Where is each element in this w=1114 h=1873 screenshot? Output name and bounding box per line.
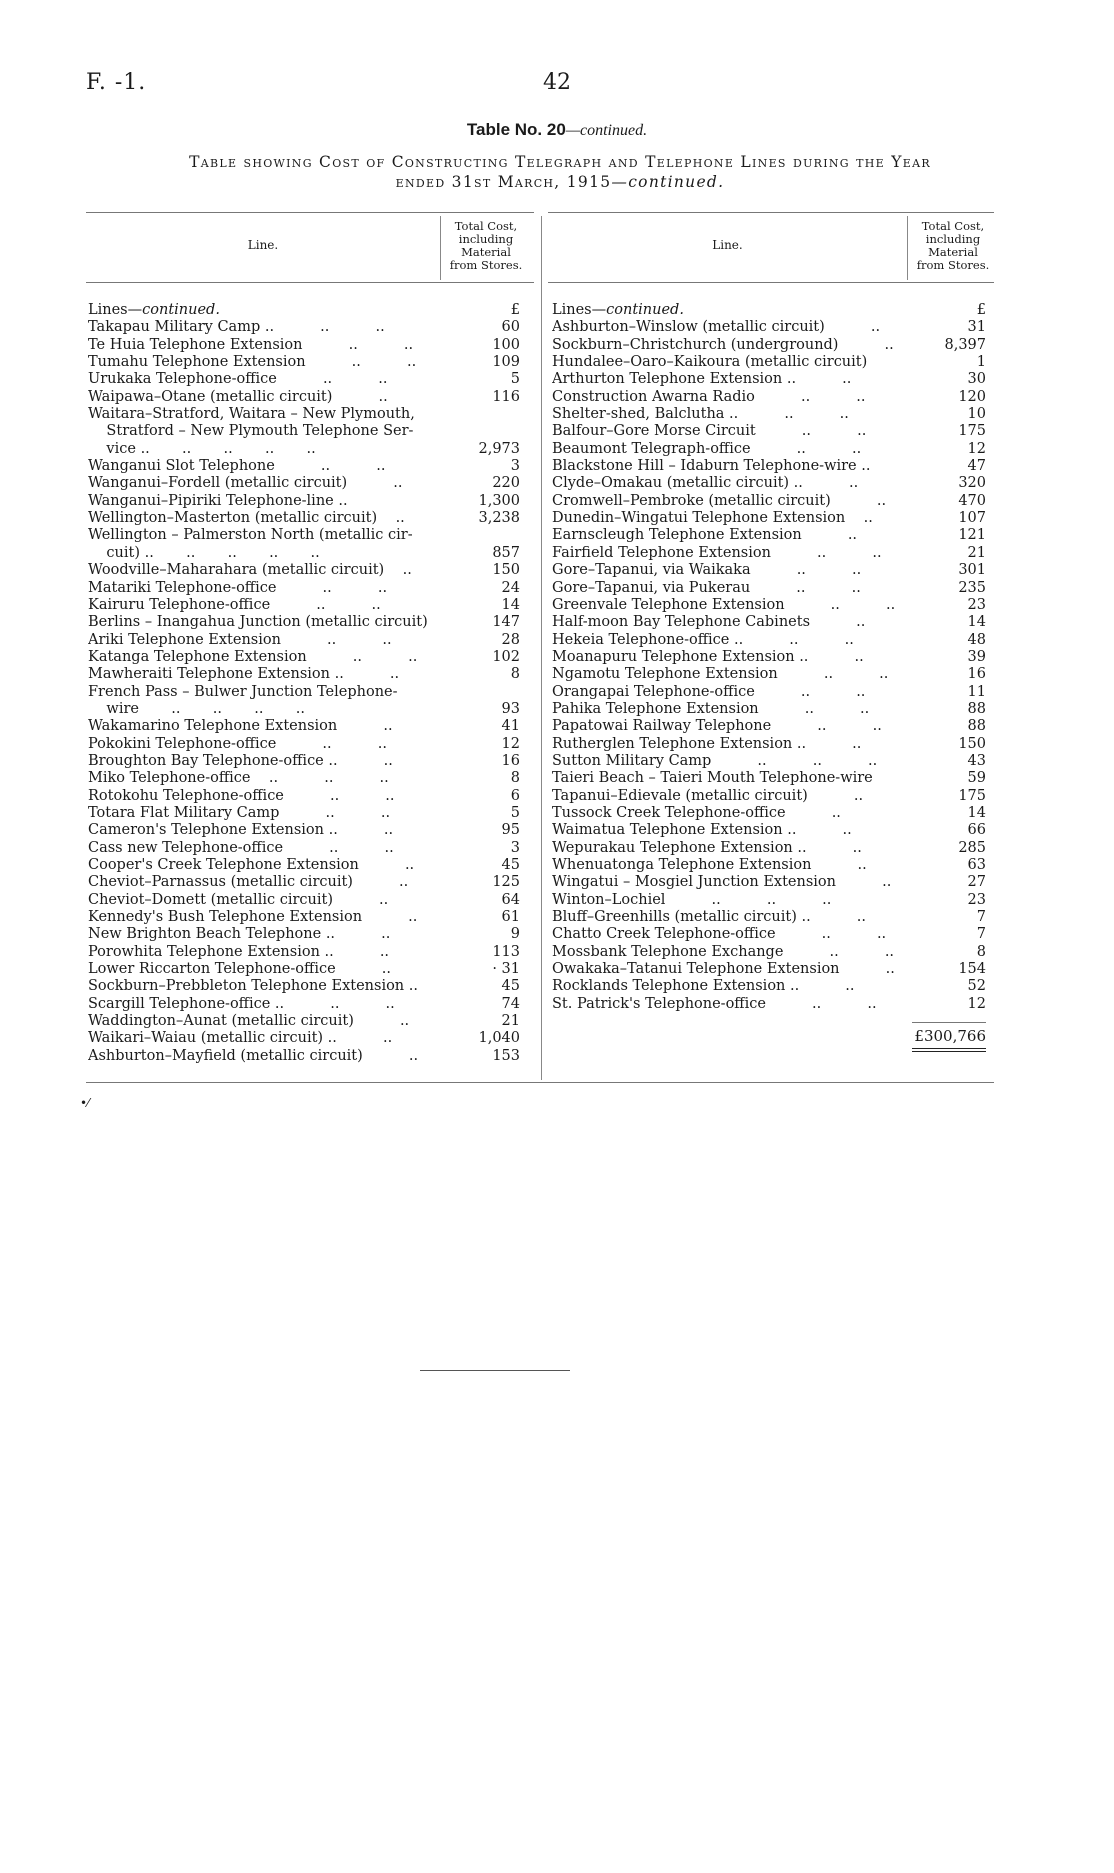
table-row: [88, 614, 520, 631]
table-row: [88, 840, 520, 857]
unit-symbol: £: [510, 302, 520, 318]
table-row: [552, 527, 986, 544]
line-cost: [460, 527, 520, 544]
line-cost: 116: [492, 388, 520, 405]
table-row: [88, 926, 520, 943]
line-name: Ashburton–Mayfield (metallic circuit) ..: [88, 1047, 419, 1064]
left-cost-header: [440, 220, 532, 272]
line-name: vice .. .. .. .. ..: [88, 440, 316, 457]
line-cost: 857: [492, 544, 520, 561]
line-name: Wellington–Masterton (metallic circuit) ..: [88, 510, 405, 527]
table-row: [552, 493, 986, 510]
line-name: Rotokohu Telephone-office .. ..: [88, 787, 395, 804]
line-name: Kennedy's Bush Telephone Extension ..: [88, 909, 418, 926]
table-row: [552, 978, 986, 995]
left-line-header: Line.: [247, 238, 279, 252]
line-cost: 52: [967, 978, 986, 995]
table-title-line-2-text: ended 31st March, 1915: [395, 173, 612, 191]
table-row: [88, 337, 520, 354]
line-name: Wepurakau Telephone Extension .. ..: [552, 839, 862, 856]
line-name: Wakamarino Telephone Extension ..: [88, 718, 393, 735]
table-row: [88, 788, 520, 805]
cost-header-line-1: Total Cost,: [921, 219, 985, 233]
total-double-rule-1: [912, 1048, 986, 1049]
line-name: Wanganui Slot Telephone .. ..: [88, 458, 386, 475]
line-name: Waitara–Stratford, Waitara – New Plymouth,: [88, 406, 415, 423]
table-title-continued: —continued.: [611, 173, 725, 191]
table-row: [552, 892, 986, 909]
table-row: [88, 319, 520, 336]
line-name: Urukaka Telephone-office .. ..: [88, 371, 388, 388]
line-cost: 8: [976, 943, 986, 960]
table-row: [552, 337, 986, 354]
table-bottom-rule: [86, 1082, 994, 1083]
line-cost: 175: [958, 787, 986, 804]
line-cost: 88: [967, 700, 986, 717]
line-name: wire .. .. .. ..: [88, 700, 305, 717]
table-row: [88, 857, 520, 874]
left-section-heading: [88, 302, 520, 319]
center-divider: [541, 216, 542, 1080]
line-name: St. Patrick's Telephone-office .. ..: [552, 995, 877, 1012]
table-row: [552, 458, 986, 475]
line-name: Balfour–Gore Morse Circuit .. ..: [552, 423, 867, 440]
table-row: [88, 632, 520, 649]
table-row: [88, 666, 520, 683]
line-cost: 107: [958, 510, 986, 527]
line-cost: 95: [501, 822, 520, 839]
table-row: [88, 493, 520, 510]
line-name: Blackstone Hill – Idaburn Telephone-wire ..: [552, 458, 871, 475]
table-row: [88, 753, 520, 770]
table-row: [552, 857, 986, 874]
table-row: [552, 475, 986, 492]
line-name: Gore–Tapanui, via Waikaka .. ..: [552, 562, 862, 579]
line-cost: 64: [501, 891, 520, 908]
table-row: [552, 389, 986, 406]
line-name: Miko Telephone-office .. .. ..: [88, 770, 389, 787]
table-row: [88, 475, 520, 492]
table-row: [88, 736, 520, 753]
left-column: [88, 302, 520, 1065]
line-cost: 5: [510, 804, 520, 821]
cost-header-line-2: including: [458, 232, 514, 246]
table-number-label: Table No. 20: [466, 120, 566, 139]
line-cost: 43: [967, 752, 986, 769]
section-heading: [552, 302, 926, 319]
table-row: [88, 545, 520, 562]
line-name: Winton–Lochiel .. .. ..: [552, 891, 832, 908]
table-row: [88, 961, 520, 978]
page-reference: F. -1.: [86, 70, 147, 95]
total-top-rule: [912, 1022, 986, 1023]
line-cost: 121: [958, 527, 986, 544]
line-cost: 24: [501, 579, 520, 596]
line-name: cuit) .. .. .. .. ..: [88, 544, 320, 561]
line-name: Waimatua Telephone Extension .. ..: [552, 822, 852, 839]
table-row: [552, 354, 986, 371]
line-cost: 109: [492, 354, 520, 371]
line-cost: 45: [501, 978, 520, 995]
line-cost: 8,397: [944, 336, 986, 353]
right-rows: [552, 319, 986, 1013]
line-name: Greenvale Telephone Extension .. ..: [552, 596, 896, 613]
line-name: Wingatui – Mosgiel Junction Extension ..: [552, 874, 892, 891]
line-cost: 63: [967, 857, 986, 873]
line-cost: 320: [958, 475, 986, 492]
line-cost: 21: [967, 544, 986, 561]
line-cost: 3: [510, 458, 520, 475]
right-line-header: Line.: [712, 238, 743, 252]
table-row: [88, 718, 520, 735]
table-row: [552, 545, 986, 562]
line-name: New Brighton Beach Telephone .. ..: [88, 926, 391, 943]
page-number: 42: [543, 70, 571, 95]
line-name: Arthurton Telephone Extension .. ..: [552, 371, 852, 388]
line-cost: 23: [967, 891, 986, 908]
line-cost: 102: [492, 648, 520, 665]
table-row: [88, 874, 520, 891]
line-name: Beaumont Telegraph-office .. ..: [552, 440, 862, 457]
table-row: [552, 926, 986, 943]
table-row: [88, 371, 520, 388]
table-row: [552, 961, 986, 978]
cost-header-line-3: Material: [461, 245, 511, 259]
line-name: Sockburn–Christchurch (underground) ..: [552, 336, 894, 353]
right-section-heading: [552, 302, 986, 319]
section-heading-continued: continued.: [142, 302, 220, 318]
table-row: [88, 597, 520, 614]
line-cost: 175: [958, 423, 986, 440]
line-cost: 93: [501, 700, 520, 717]
line-name: Papatowai Railway Telephone .. ..: [552, 718, 882, 735]
line-cost: [460, 423, 520, 440]
line-name: Moanapuru Telephone Extension .. ..: [552, 648, 864, 665]
right-cost-header: [907, 220, 999, 272]
table-title: [80, 152, 1040, 192]
line-name: Half-moon Bay Telephone Cabinets ..: [552, 614, 866, 631]
line-cost: 113: [492, 943, 520, 960]
table-top-rule-right: [548, 212, 994, 213]
table-row: [552, 371, 986, 388]
table-row: [552, 753, 986, 770]
line-cost: 41: [501, 718, 520, 735]
table-row: [88, 805, 520, 822]
cost-header-line-4: from Stores.: [916, 258, 990, 272]
line-cost: 45: [501, 857, 520, 873]
line-cost: 3,238: [478, 510, 520, 527]
table-row: [552, 788, 986, 805]
table-row: [88, 996, 520, 1013]
line-name: Pahika Telephone Extension .. ..: [552, 700, 870, 717]
line-cost: 150: [492, 562, 520, 579]
section-heading-text: Lines—: [88, 302, 143, 318]
line-name: Rutherglen Telephone Extension .. ..: [552, 735, 862, 752]
table-row: [552, 996, 986, 1013]
line-cost: 88: [967, 718, 986, 735]
table-row: [88, 1030, 520, 1047]
line-name: Waddington–Aunat (metallic circuit) ..: [88, 1013, 410, 1030]
line-name: Te Huia Telephone Extension .. ..: [88, 336, 414, 353]
cost-header-line-2: including: [925, 232, 981, 246]
footer-mark: •⁄: [80, 1096, 90, 1110]
table-row: [552, 805, 986, 822]
line-cost: 60: [501, 319, 520, 336]
line-cost: 61: [501, 909, 520, 926]
line-name: Cromwell–Pembroke (metallic circuit) ..: [552, 492, 887, 509]
line-name: Dunedin–Wingatui Telephone Extension ..: [552, 510, 873, 527]
line-name: Woodville–Maharahara (metallic circuit) ..: [88, 562, 412, 579]
line-name: Clyde–Omakau (metallic circuit) .. ..: [552, 475, 859, 492]
line-cost: 11: [967, 683, 986, 700]
line-cost: 66: [967, 822, 986, 839]
line-name: Porowhita Telephone Extension .. ..: [88, 943, 390, 960]
line-cost: 30: [967, 371, 986, 388]
left-rows: [88, 319, 520, 1065]
line-cost: 220: [492, 475, 520, 492]
table-row: [552, 840, 986, 857]
line-cost: 12: [501, 735, 520, 752]
line-name: Cooper's Creek Telephone Extension ..: [88, 857, 415, 873]
line-name: Sockburn–Prebbleton Telephone Extension ..: [88, 978, 418, 995]
line-name: Ngamotu Telephone Extension .. ..: [552, 666, 889, 683]
table-row: [552, 423, 986, 440]
line-cost: 154: [958, 961, 986, 978]
table-row: [552, 770, 986, 787]
table-row: [88, 649, 520, 666]
table-row: [552, 510, 986, 527]
line-cost: 9: [510, 926, 520, 943]
line-name: Tapanui–Edievale (metallic circuit) ..: [552, 787, 864, 804]
line-name: Wellington – Palmerston North (metallic cir-: [88, 527, 413, 544]
line-name: Orangapai Telephone-office .. ..: [552, 683, 866, 700]
line-cost: 7: [976, 909, 986, 926]
line-cost: 31: [967, 319, 986, 336]
line-cost: 14: [967, 614, 986, 631]
line-name: Totara Flat Military Camp .. ..: [88, 804, 391, 821]
table-row: [88, 978, 520, 995]
line-name: Katanga Telephone Extension .. ..: [88, 648, 418, 665]
cost-header-line-4: from Stores.: [449, 258, 523, 272]
table-row: [88, 423, 520, 440]
table-row: [552, 441, 986, 458]
table-row: [552, 874, 986, 891]
table-row: [88, 562, 520, 579]
table-row: [88, 354, 520, 371]
line-name: Whenuatonga Telephone Extension ..: [552, 857, 867, 873]
right-column: [552, 302, 986, 1013]
line-name: Tussock Creek Telephone-office ..: [552, 804, 841, 821]
table-row: [552, 822, 986, 839]
table-row: [552, 666, 986, 683]
table-row: [552, 632, 986, 649]
line-cost: 1,300: [478, 492, 520, 509]
line-name: Mawheraiti Telephone Extension .. ..: [88, 666, 400, 683]
table-row: [88, 909, 520, 926]
line-cost: 3: [510, 839, 520, 856]
table-number-continued: —continued.: [565, 122, 648, 139]
line-name: Hekeia Telephone-office .. .. ..: [552, 631, 854, 648]
line-cost: 301: [958, 562, 986, 579]
table-row: [552, 944, 986, 961]
line-name: Scargill Telephone-office .. .. ..: [88, 995, 395, 1012]
table-title-line-2: [80, 172, 1040, 192]
line-name: Chatto Creek Telephone-office .. ..: [552, 926, 887, 943]
line-cost: 14: [501, 596, 520, 613]
line-name: Tumahu Telephone Extension .. ..: [88, 354, 417, 371]
line-cost: 153: [492, 1047, 520, 1064]
line-cost: 28: [501, 631, 520, 648]
line-name: Matariki Telephone-office .. ..: [88, 579, 388, 596]
line-name: Taieri Beach – Taieri Mouth Telephone-wire: [552, 770, 873, 787]
line-name: Sutton Military Camp .. .. ..: [552, 752, 878, 769]
table-row: [88, 389, 520, 406]
line-cost: 6: [510, 787, 520, 804]
line-cost: 285: [958, 839, 986, 856]
line-cost: 21: [501, 1013, 520, 1030]
line-name: Kairuru Telephone-office .. ..: [88, 596, 381, 613]
line-cost: 47: [967, 458, 986, 475]
table-row: [88, 944, 520, 961]
line-name: Wanganui–Fordell (metallic circuit) ..: [88, 475, 403, 492]
table-number: [0, 120, 1114, 140]
line-name: Lower Riccarton Telephone-office ..: [88, 961, 391, 978]
table-row: [88, 527, 520, 544]
line-name: Bluff–Greenhills (metallic circuit) .. ..: [552, 909, 867, 926]
line-name: Construction Awarna Radio .. ..: [552, 388, 866, 405]
line-name: Owakaka–Tatanui Telephone Extension ..: [552, 961, 895, 978]
table-row: [88, 684, 520, 701]
unit-symbol: £: [976, 302, 986, 318]
line-name: Rocklands Telephone Extension .. ..: [552, 978, 855, 995]
line-name: Ashburton–Winslow (metallic circuit) ..: [552, 319, 881, 336]
table-row: [552, 718, 986, 735]
line-name: Mossbank Telephone Exchange .. ..: [552, 943, 895, 960]
total-double-rule-2: [912, 1051, 986, 1052]
line-cost: · 31: [492, 961, 520, 978]
table-row: [552, 649, 986, 666]
line-cost: 2,973: [478, 440, 520, 457]
line-name: Stratford – New Plymouth Telephone Ser-: [88, 423, 414, 440]
line-cost: 23: [967, 596, 986, 613]
line-name: Cheviot–Domett (metallic circuit) ..: [88, 891, 389, 908]
section-heading-text: Lines—: [552, 302, 607, 318]
line-cost: 5: [510, 371, 520, 388]
line-cost: 12: [967, 440, 986, 457]
line-name: Ariki Telephone Extension .. ..: [88, 631, 392, 648]
line-name: Waikari–Waiau (metallic circuit) .. ..: [88, 1030, 393, 1047]
table-row: [88, 441, 520, 458]
table-row: [88, 770, 520, 787]
line-cost: 74: [501, 995, 520, 1012]
section-heading: [88, 302, 460, 319]
line-cost: 1: [976, 354, 986, 371]
line-cost: 100: [492, 336, 520, 353]
table-row: [88, 510, 520, 527]
line-cost: 16: [501, 752, 520, 769]
cost-header-line-1: Total Cost,: [454, 219, 518, 233]
table-row: [552, 562, 986, 579]
line-cost: 12: [967, 995, 986, 1012]
line-name: Cass new Telephone-office .. ..: [88, 839, 394, 856]
line-cost: 14: [967, 804, 986, 821]
line-name: French Pass – Bulwer Junction Telephone-: [88, 683, 398, 700]
table-row: [552, 597, 986, 614]
table-row: [552, 684, 986, 701]
table-row: [552, 701, 986, 718]
grand-total: £300,766: [914, 1027, 986, 1045]
line-cost: 470: [958, 492, 986, 509]
line-cost: 39: [967, 648, 986, 665]
table-row: [88, 701, 520, 718]
line-cost: 125: [492, 874, 520, 891]
table-row: [88, 822, 520, 839]
line-cost: 27: [967, 874, 986, 891]
table-title-line-1: Table showing Cost of Constructing Telegraph and Telephone Lines during the Year: [189, 153, 931, 171]
line-cost: 8: [510, 770, 520, 787]
line-cost: 1,040: [478, 1030, 520, 1047]
line-name: Berlins – Inangahua Junction (metallic circuit): [88, 614, 428, 631]
table-row: [88, 1013, 520, 1030]
line-name: Hundalee–Oaro–Kaikoura (metallic circuit): [552, 354, 868, 371]
table-row: [88, 580, 520, 597]
table-row: [552, 614, 986, 631]
line-name: Takapau Military Camp .. .. ..: [88, 319, 385, 336]
line-cost: 120: [958, 388, 986, 405]
line-name: Pokokini Telephone-office .. ..: [88, 735, 387, 752]
header-bottom-rule-right: [548, 282, 994, 283]
line-cost: [460, 684, 520, 701]
line-cost: 10: [967, 406, 986, 423]
table-row: [552, 580, 986, 597]
header-bottom-rule: [86, 282, 534, 283]
line-name: Broughton Bay Telephone-office .. ..: [88, 752, 393, 769]
line-cost: 48: [967, 631, 986, 648]
line-name: Waipawa–Otane (metallic circuit) ..: [88, 388, 388, 405]
line-cost: 150: [958, 735, 986, 752]
section-heading-continued: continued.: [606, 302, 684, 318]
line-name: Wanganui–Pipiriki Telephone-line ..: [88, 492, 348, 509]
line-name: Cheviot–Parnassus (metallic circuit) ..: [88, 874, 409, 891]
table-row: [552, 736, 986, 753]
line-name: Cameron's Telephone Extension .. ..: [88, 822, 394, 839]
line-cost: 8: [510, 666, 520, 683]
line-cost: [460, 406, 520, 423]
table-row: [88, 458, 520, 475]
line-cost: 7: [976, 926, 986, 943]
line-cost: 235: [958, 579, 986, 596]
line-name: Gore–Tapanui, via Pukerau .. ..: [552, 579, 861, 596]
line-name: Earnscleugh Telephone Extension ..: [552, 527, 858, 544]
closing-rule: [420, 1370, 570, 1371]
line-cost: 59: [967, 770, 986, 787]
table-row: [552, 319, 986, 336]
table-row: [552, 406, 986, 423]
table-row: [88, 406, 520, 423]
line-name: Shelter-shed, Balclutha .. .. ..: [552, 406, 849, 423]
table-top-rule: [86, 212, 534, 213]
table-row: [88, 1048, 520, 1065]
line-cost: 16: [967, 666, 986, 683]
table-row: [88, 892, 520, 909]
cost-header-line-3: Material: [928, 245, 978, 259]
table-row: [552, 909, 986, 926]
line-name: Fairfield Telephone Extension .. ..: [552, 544, 882, 561]
line-cost: 147: [492, 614, 520, 631]
